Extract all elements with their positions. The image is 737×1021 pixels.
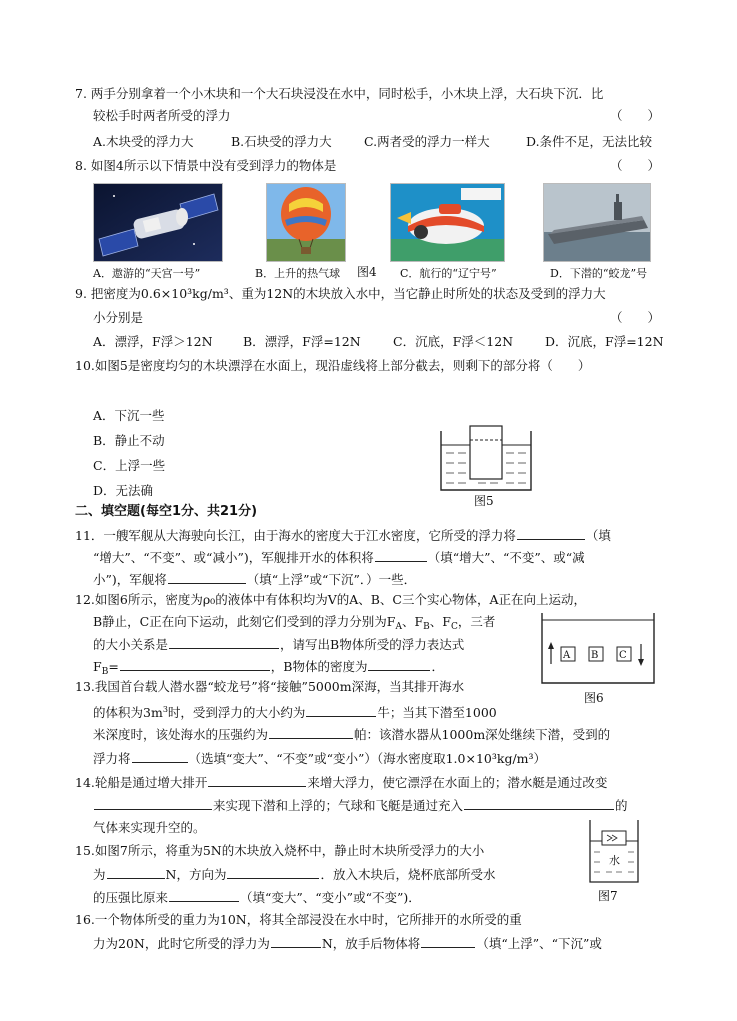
q12-line4: $F_B=$ ，B物体的密度为 ． [93,659,444,677]
figure6-diagram [541,612,655,684]
q12-line1: 12.如图6所示，密度为ρ₀的液体中有体积均为V的A、B、C三个实心物体，A正在向上运动， [75,592,587,607]
q10-option-b: B．静止不动 [93,433,165,448]
q7-option-b: B.石块受的浮力大 [231,134,332,149]
q13-line3: 米深度时，该处海水的压强约为 帕：该潜水器从1000m深处继续下潜，受到的 [93,727,611,742]
figure7-label: 图7 [598,889,618,903]
q12-line2: B静止，C正在向下运动，此刻它们受到的浮力分别为$F_A$、$F_B$、$F_C$，三者 [93,614,496,632]
q7-paren: （ ） [610,108,661,123]
q11-blank2[interactable] [375,549,427,562]
q15-line2: 为 N，方向为 ．放入木块后，烧杯底部所受水 [93,867,496,882]
q9-option-c: C．沉底，F浮＜12N [393,334,514,349]
q13-line4: 浮力将 （选填“变大”、“不变”或“变小”）（海水密度取1.0×10³kg/m³） [93,751,547,766]
figure5-diagram [440,425,532,491]
q10-option-c: C．上浮一些 [93,458,166,473]
q14-blank3[interactable] [464,797,614,810]
q8-stem: 8. 如图4所示以下情景中没有受到浮力的物体是 [75,158,337,173]
q7-option-a: A.木块受的浮力大 [93,134,194,149]
submersible-image [390,183,505,262]
q14-blank1[interactable] [208,774,306,787]
q15-line3: 的压强比原来 （填“变大”、“变小”或“不变”)． [93,890,421,905]
q10-option-a: A．下沉一些 [93,408,165,423]
q7-option-d: D.条件不足，无法比较 [526,134,653,149]
q14-blank2[interactable] [94,797,212,810]
q8-paren: （ ） [610,158,661,173]
q11-blank1[interactable] [517,527,585,540]
figure6-label: 图6 [584,691,604,705]
q11-line3: 小”)，军舰将 （填“上浮”或“下沉”．）一些． [93,572,417,587]
q14-line2: 来实现下潜和上浮的；气球和飞艇是通过充入 的 [93,797,628,814]
q9-paren: （ ） [610,310,661,325]
q13-blank3[interactable] [132,750,188,763]
q16-blank1[interactable] [271,935,321,948]
hot-air-balloon-image [266,183,346,262]
box-b-label: B [591,650,599,661]
box-a-label: A [563,650,571,661]
q9-option-a: A．漂浮，F浮＞12N [93,334,213,349]
q11-line2: “增大”、“不变”、或“减小”)，军舰排开水的体积将 （填“增大”、“不变”、或“减 [93,550,585,565]
q11-line1: 11．一艘军舰从大海驶向长江，由于海水的密度大于江水密度，它所受的浮力将 （填 [75,528,611,543]
q12-line3: 的大小关系是 ，请写出B物体所受的浮力表达式 [93,637,465,652]
q16-blank2[interactable] [421,935,475,948]
q13-blank2[interactable] [269,726,353,739]
q8-caption-b: B．上升的热气球 [255,267,341,280]
q10-stem: 10.如图5是密度均匀的木块漂浮在水面上，现沿虚线将上部分截去，则剩下的部分将（ ） [75,358,591,373]
q16-line2: 力为20N，此时它所受的浮力为 N，放手后物体将 （填“上浮”、“下沉”或 [93,936,602,951]
q15-blank3[interactable] [169,889,239,902]
q7-option-c: C.两者受的浮力一样大 [364,134,490,149]
figure7-diagram [588,819,640,883]
section2-title: 二、填空题(每空1分、共21分) [75,504,258,519]
q8-caption-d: D．下潜的“蛟龙”号 [550,267,648,280]
q7-line2: 较松手时两者所受的浮力 [93,108,231,123]
q13-line2: 的体积为$3m^3$时，受到浮力的大小约为 牛；当其下潜至1000 [93,705,497,720]
q9-option-d: D．沉底，F浮=12N [545,334,664,349]
q8-caption-a: A．遨游的“天宫一号” [93,267,201,280]
q12-blank1[interactable] [169,636,279,649]
q9-option-b: B．漂浮，F浮=12N [243,334,361,349]
q12-blank2[interactable] [120,658,270,671]
q10-option-d: D．无法确 [93,483,154,498]
q14-line3: 气体来实现升空的。 [93,820,206,835]
q15-blank1[interactable] [107,866,165,879]
figure5-label: 图5 [474,494,494,508]
q13-line1: 13.我国首台载人潜水器“蛟龙号”将“接触”5000m深海，当其排开海水 [75,679,465,694]
q16-line1: 16.一个物体所受的重力为10N，将其全部浸没在水中时，它所排开的水所受的重 [75,912,522,927]
figure4-label: 图4 [357,265,377,279]
q12-blank3[interactable] [368,658,430,671]
tiangong-image [93,183,223,262]
box-c-label: C [619,650,627,661]
q8-caption-c: C．航行的“辽宁号” [400,267,497,280]
q9-line2: 小分别是 [93,310,144,325]
water-label: 水 [609,854,620,867]
q13-blank1[interactable] [306,704,376,717]
q9-line1: 9. 把密度为0.6×10³kg/m³、重为12N的木块放入水中，当它静止时所处的状态及受到的浮力大 [75,286,606,301]
q15-line1: 15.如图7所示，将重为5N的木块放入烧杯中，静止时木块所受浮力的大小 [75,843,485,858]
q14-line1: 14.轮船是通过增大排开 来增大浮力，使它漂浮在水面上的；潜水艇是通过改变 [75,775,608,790]
q15-blank2[interactable] [227,866,319,879]
q11-blank3[interactable] [168,571,246,584]
aircraft-carrier-image [543,183,651,262]
q7-line1: 7. 两手分别拿着一个小木块和一个大石块浸没在水中，同时松手，小木块上浮，大石块下沉．比 [75,86,604,101]
